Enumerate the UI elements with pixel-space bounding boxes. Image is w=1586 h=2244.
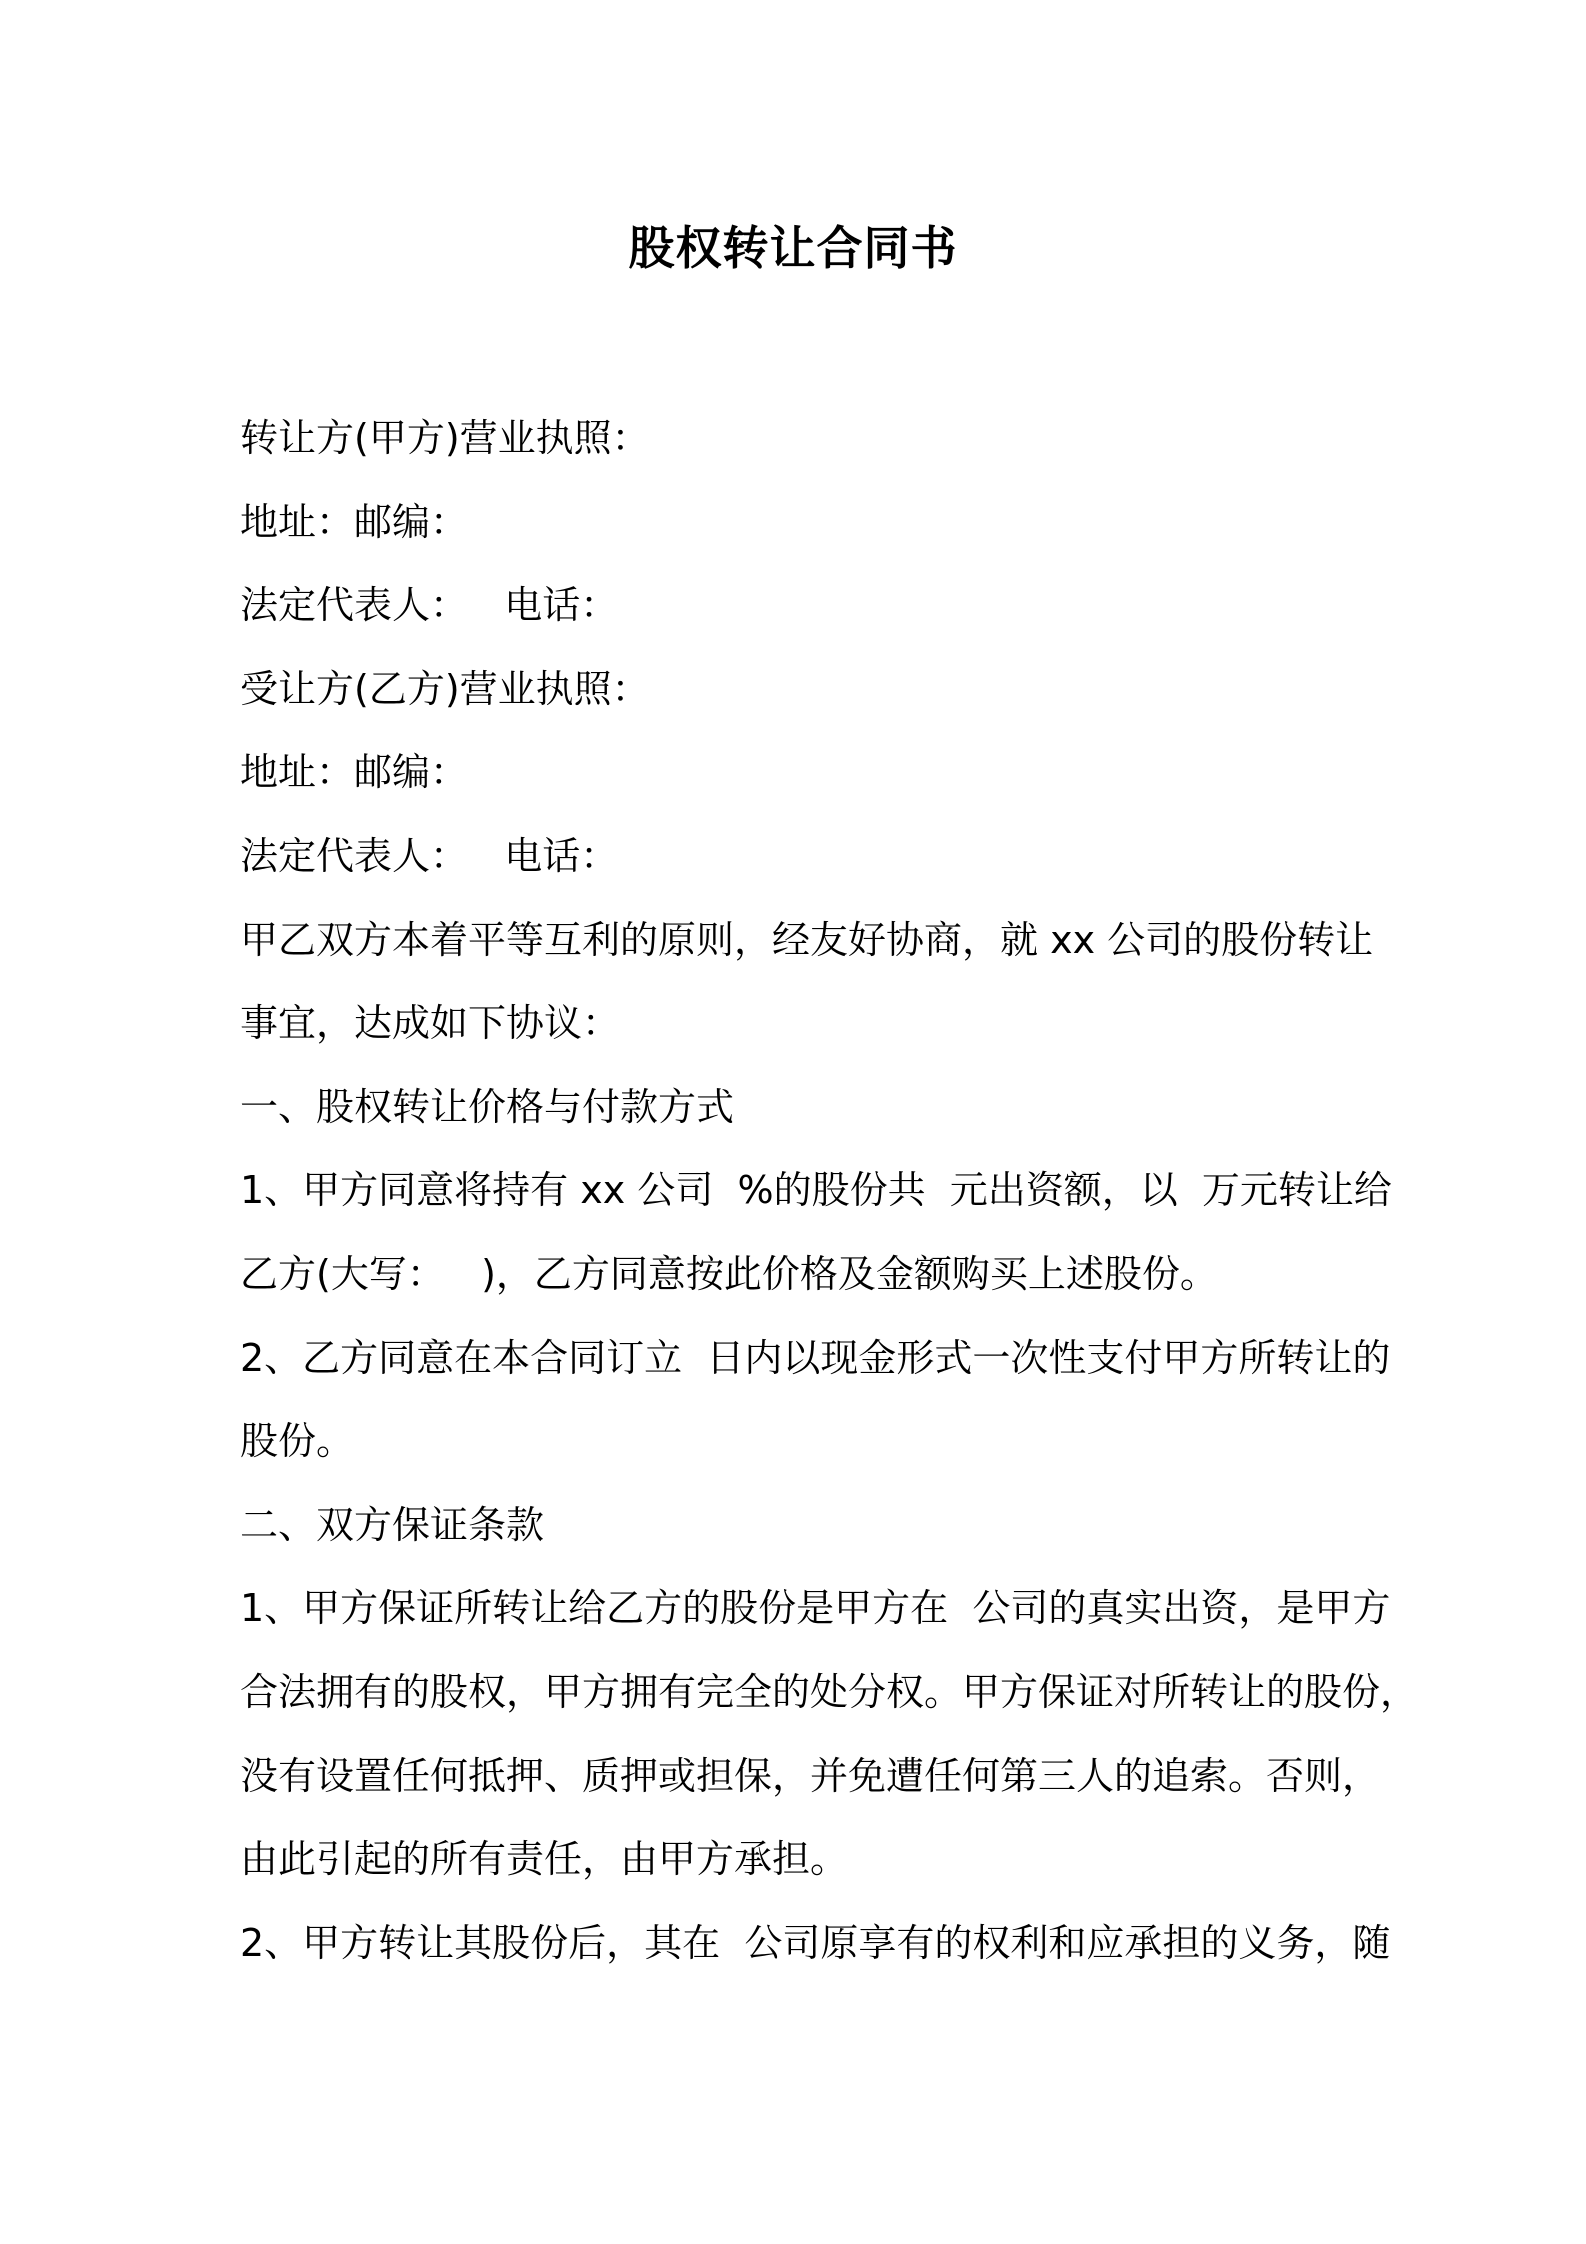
transferee-representative-line: 法定代表人： 电话： xyxy=(240,833,619,878)
clause-line: 2、甲方转让其股份后，其在 公司原享有的权利和应承担的义务，随 xyxy=(240,1920,1391,1965)
clause-line: 2、乙方同意在本合同订立 日内以现金形式一次性支付甲方所转让的 xyxy=(240,1335,1391,1380)
clause-line: 没有设置任何抵押、质押或担保，并免遭任何第三人的追索。否则， xyxy=(240,1753,1381,1798)
transferee-address-line: 地址：邮编： xyxy=(240,750,469,795)
preamble-line: 事宜，达成如下协议： xyxy=(240,1001,621,1046)
clause-line: 1、甲方保证所转让给乙方的股份是甲方在 公司的真实出资，是甲方 xyxy=(240,1586,1391,1631)
transferor-representative-line: 法定代表人： 电话： xyxy=(240,583,619,628)
section-heading: 一、股权转让价格与付款方式 xyxy=(240,1084,735,1129)
clause-line: 股份。 xyxy=(240,1419,355,1464)
clause-line: 由此引起的所有责任，由甲方承担。 xyxy=(240,1837,849,1882)
section-heading: 二、双方保证条款 xyxy=(240,1502,545,1547)
preamble-line: 甲乙双方本着平等互利的原则，经友好协商，就 xx 公司的股份转让 xyxy=(240,917,1374,962)
transferee-license-line: 受让方(乙方)营业执照： xyxy=(240,666,650,711)
clause-line: 1、甲方同意将持有 xx 公司 %的股份共 元出资额，以 万元转让给 xyxy=(240,1168,1392,1213)
transferor-license-line: 转让方(甲方)营业执照： xyxy=(240,416,650,460)
clause-line: 乙方(大写： )，乙方同意按此价格及金额购买上述股份。 xyxy=(240,1251,1218,1296)
transferor-address-line: 地址：邮编： xyxy=(240,499,469,544)
document-body xyxy=(240,397,1419,1985)
document-title: 股权转让合同书 xyxy=(628,221,958,275)
clause-line: 合法拥有的股权，甲方拥有完全的处分权。甲方保证对所转让的股份， xyxy=(240,1669,1419,1714)
